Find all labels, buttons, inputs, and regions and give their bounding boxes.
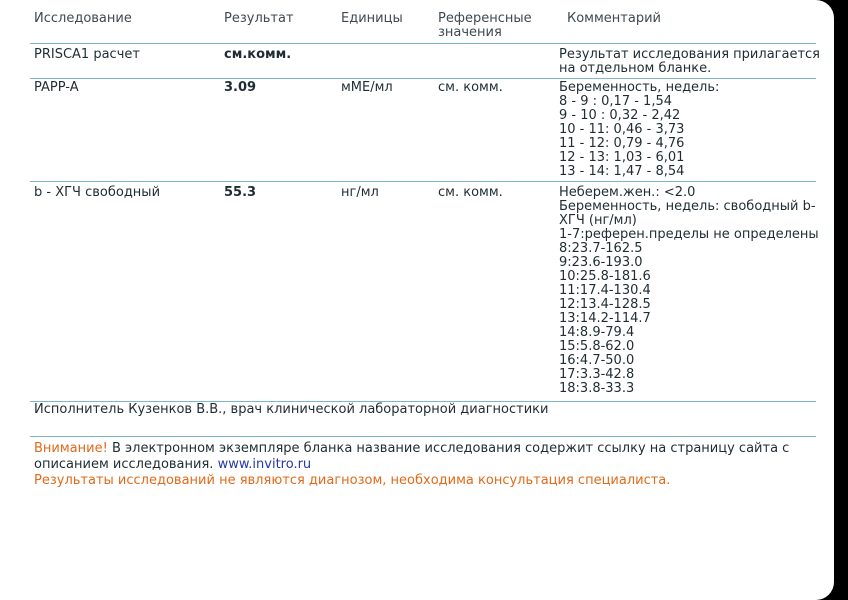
row-reference: см. комм.: [438, 80, 503, 95]
header-units: Единицы: [341, 11, 403, 26]
row-comment: Беременность, недель: 8 - 9 : 0,17 - 1,54 9 - 10 : 0,32 - 2,42 10 - 11: 0,46 - 3,73 11 - 12: 0,79 - 4,76 12 - 13: 1,03 - 6,01 13 - 14: 1,47 - 8,54: [559, 80, 720, 179]
attention-text: В электронном экземпляре бланка название исследования содержит ссылку на страницу сайта с описанием исследования.: [34, 441, 790, 472]
row-study-name: PAPP-A: [34, 80, 79, 95]
disclaimer-text: Результаты исследований не являются диагнозом, необходима консультация специалиста.: [34, 473, 671, 488]
row-study-name: b - ХГЧ свободный: [34, 185, 161, 200]
row-result: см.комм.: [224, 47, 292, 62]
row-divider: [30, 78, 816, 79]
header-reference-line1: Референсные: [438, 11, 532, 26]
table-header: [0, 0, 834, 44]
notice-block: [34, 441, 824, 489]
header-reference: [438, 12, 532, 40]
row-divider: [30, 181, 816, 182]
notice-divider: [30, 436, 816, 437]
row-comment: Неберем.жен.: <2.0 Беременность, недель: свободный b- ХГЧ (нг/мл) 1-7:референ.пределы не определены 8:23.7-162.5 9:23.6-193.0 10:25.8-181.6 11:17.4-130.4 12:13.4-128.5 13:14.2-114.7 14:8.9-79.4 15:5.8-62.0 16:4.7-50.0 17:3.3-42.8 18:3.8-33.3: [559, 185, 819, 396]
header-comment: Комментарий: [567, 11, 661, 26]
attention-label: Внимание!: [34, 441, 108, 456]
performer-line: Исполнитель Кузенков В.В., врач клинической лабораторной диагностики: [34, 402, 549, 417]
site-link[interactable]: www.invitro.ru: [217, 457, 312, 472]
row-units: мМЕ/мл: [341, 80, 393, 95]
row-study-name: PRISCA1 расчет: [34, 47, 140, 62]
header-reference-line2: значения: [438, 25, 502, 40]
row-reference: см. комм.: [438, 185, 503, 200]
row-comment: Результат исследования прилагается на отдельном бланке.: [559, 47, 820, 76]
header-divider: [30, 43, 816, 44]
row-units: нг/мл: [341, 185, 379, 200]
row-result: 55.3: [224, 185, 257, 200]
header-result: Результат: [224, 11, 294, 26]
row-result: 3.09: [224, 80, 257, 95]
header-study: Исследование: [34, 11, 132, 26]
